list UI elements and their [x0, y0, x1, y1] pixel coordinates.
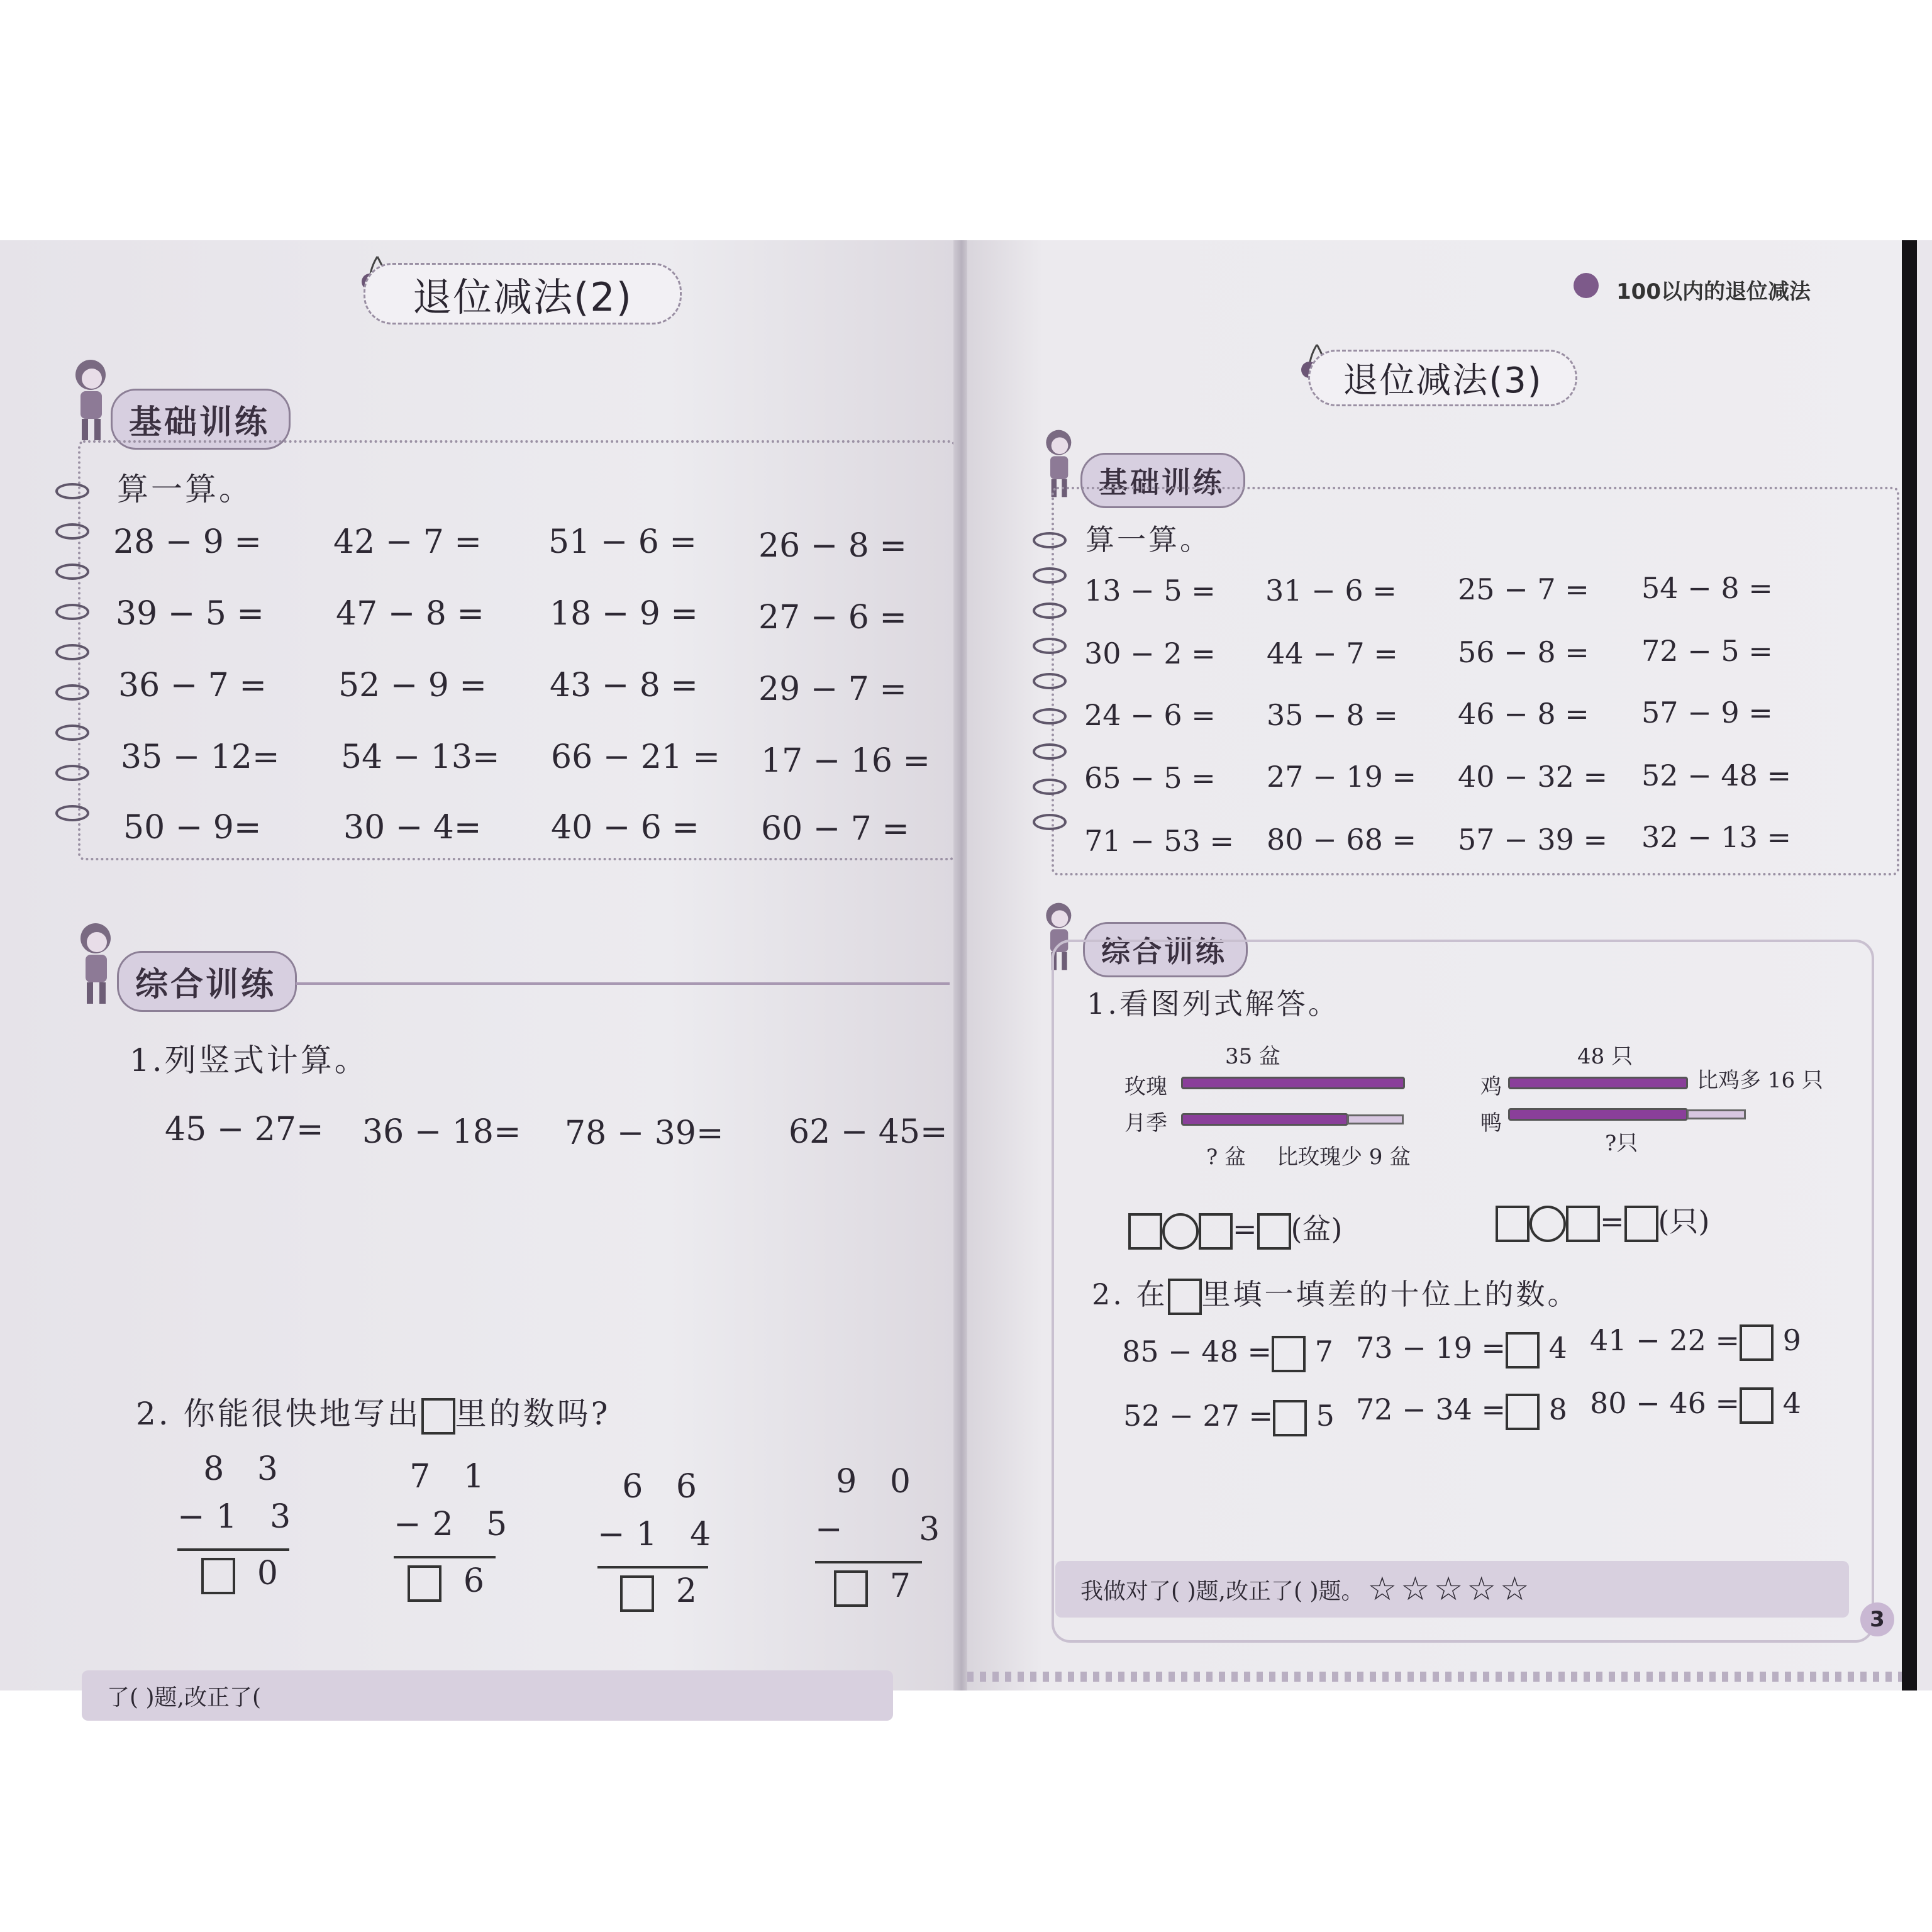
equation: 36 − 7 = — [118, 667, 267, 704]
equation: 30 − 4= — [343, 809, 482, 847]
vertical-subtraction — [815, 1463, 952, 1615]
difference-bar — [1347, 1114, 1404, 1124]
subtrahend: −1 4 — [597, 1516, 723, 1553]
page-edge — [1902, 240, 1917, 1690]
equation: 32 − 13 = — [1641, 820, 1792, 854]
page-title-text: 退位减法(2) — [413, 274, 633, 320]
difference — [815, 1567, 922, 1615]
rating-stars-icon[interactable]: ☆☆☆☆☆ — [1367, 1570, 1533, 1608]
question-2-text: 2. 你能很快地写出 — [136, 1396, 421, 1432]
extra-bar — [1687, 1109, 1746, 1119]
diagram-total-label: 35 盆 — [1225, 1044, 1281, 1069]
answer-box[interactable] — [1257, 1213, 1291, 1250]
answer-box[interactable] — [1496, 1206, 1530, 1242]
answer-box[interactable] — [1168, 1279, 1202, 1315]
fill-equation — [1356, 1331, 1567, 1368]
equation: 56 − 8 = — [1458, 635, 1589, 669]
equation: 42 − 7 = — [333, 523, 482, 561]
equation: 18 − 9 = — [550, 595, 698, 633]
chinese-rose-bar — [1181, 1113, 1348, 1126]
answer-box[interactable] — [1566, 1206, 1600, 1242]
difference — [597, 1572, 708, 1620]
equation: 28 − 9 = — [113, 523, 262, 561]
basic-training-heading: 基础训练 — [111, 389, 291, 450]
subtrahend: − 3 — [815, 1511, 952, 1548]
difference-digit: 6 — [463, 1562, 496, 1600]
equation: 60 − 7 = — [761, 810, 909, 848]
ones-digit: 7 — [1314, 1335, 1333, 1368]
page-title-text: 退位减法(3) — [1343, 360, 1543, 401]
ones-digit: 5 — [1316, 1399, 1335, 1433]
vertical-subtraction — [177, 1450, 303, 1602]
equation: 29 − 7 = — [758, 670, 907, 708]
unit-header: 100以内的退位减法 — [1616, 279, 1811, 304]
equation-template: = (只) — [1496, 1199, 1709, 1242]
answer-box[interactable] — [1128, 1213, 1162, 1250]
equation: 62 − 45= — [789, 1113, 948, 1151]
answer-box[interactable] — [1740, 1324, 1774, 1361]
expression: 52 − 27 = — [1123, 1399, 1274, 1433]
instruction-text: 算一算。 — [117, 471, 253, 508]
answer-box[interactable] — [408, 1565, 441, 1602]
minuend: 9 0 — [836, 1463, 922, 1501]
equation: 35 − 12= — [121, 738, 280, 776]
section-divider — [296, 982, 950, 985]
equation: 50 − 9= — [123, 809, 262, 847]
answer-box[interactable] — [834, 1570, 868, 1607]
answer-box[interactable] — [421, 1398, 455, 1435]
answer-box[interactable] — [1624, 1206, 1658, 1242]
instruction-text: 算一算。 — [1085, 523, 1211, 557]
score-footer — [1055, 1561, 1849, 1618]
question-2-text-end: 里填一填差的十位上的数。 — [1201, 1277, 1579, 1311]
equation: 51 − 6 = — [548, 523, 697, 561]
fill-equation — [1122, 1335, 1333, 1372]
answer-box[interactable] — [620, 1575, 654, 1612]
left-page — [0, 240, 956, 1711]
equation: 13 − 5 = — [1084, 574, 1216, 608]
equation: 47 − 8 = — [336, 595, 484, 633]
equation: 35 − 8 = — [1267, 698, 1398, 732]
minuend: 6 6 — [622, 1468, 708, 1506]
difference-digit: 0 — [257, 1555, 289, 1592]
question-1: 1.列竖式计算。 — [130, 1042, 369, 1079]
diagram-note: 比玫瑰少 9 盆 — [1277, 1145, 1411, 1170]
child-mascot-icon — [65, 356, 118, 444]
equation: 24 − 6 = — [1084, 698, 1216, 732]
ones-digit: 4 — [1548, 1331, 1567, 1365]
child-mascot-icon — [70, 919, 123, 1008]
equation: 57 − 9 = — [1641, 696, 1773, 730]
question-1: 1.看图列式解答。 — [1087, 987, 1340, 1021]
question-2-text: 2. 在 — [1092, 1277, 1168, 1311]
difference-digit: 2 — [675, 1572, 708, 1610]
score-footer-text: 了( )题,改正了( — [107, 1684, 262, 1711]
score-footer-text: 我做对了( )题,改正了( )题。 — [1080, 1578, 1364, 1604]
answer-box[interactable] — [201, 1558, 235, 1594]
vertical-subtraction — [597, 1468, 723, 1620]
open-workbook — [0, 240, 1932, 1711]
equation: 25 − 7 = — [1458, 572, 1589, 606]
diagram-row-label: 玫瑰 — [1124, 1074, 1167, 1099]
answer-box[interactable] — [1273, 1400, 1307, 1436]
combined-training-heading: 综合训练 — [1083, 922, 1248, 977]
equation-template: = (盆) — [1128, 1206, 1342, 1250]
vertical-subtraction — [394, 1458, 519, 1610]
difference — [394, 1562, 496, 1610]
fill-equation — [1356, 1392, 1567, 1430]
equation: 57 − 39 = — [1458, 823, 1608, 857]
expression: 73 − 19 = — [1356, 1331, 1506, 1365]
question-2 — [136, 1389, 610, 1435]
difference — [177, 1555, 289, 1602]
diagram-total-label: 48 只 — [1577, 1044, 1633, 1069]
equation: 46 − 8 = — [1458, 697, 1589, 731]
equation: 40 − 6 = — [551, 809, 699, 847]
page-title — [1308, 350, 1577, 406]
chicken-bar — [1508, 1077, 1688, 1089]
equation: 39 − 5 = — [116, 595, 264, 633]
answer-box[interactable] — [1272, 1336, 1306, 1372]
page-title — [364, 263, 682, 325]
score-footer — [82, 1670, 893, 1721]
answer-box[interactable] — [1740, 1387, 1774, 1424]
equation: 54 − 13= — [341, 738, 500, 776]
duck-bar — [1508, 1108, 1688, 1121]
rose-bar — [1181, 1077, 1405, 1089]
ones-digit: 4 — [1782, 1386, 1801, 1420]
minuend: 7 1 — [409, 1458, 496, 1496]
equation: 54 − 8 = — [1641, 571, 1773, 605]
operator-circle[interactable] — [1530, 1206, 1566, 1242]
subtrahend: −2 5 — [394, 1506, 519, 1543]
unit-badge-icon — [1574, 273, 1599, 298]
diagram-row-label: 鸡 — [1480, 1074, 1502, 1099]
equation: 31 − 6 = — [1265, 574, 1397, 608]
expression: 41 − 22 = — [1590, 1323, 1740, 1357]
equation: 43 − 8 = — [550, 667, 698, 704]
equation: 52 − 9 = — [338, 667, 487, 704]
spiral-binding-icon — [1033, 532, 1070, 849]
equation: 45 − 27= — [165, 1111, 324, 1148]
diagram-question-label: ? 盆 — [1206, 1145, 1246, 1170]
equation: 30 − 2 = — [1084, 636, 1216, 670]
equation: 71 − 53 = — [1084, 824, 1235, 858]
equation: 44 − 7 = — [1267, 636, 1398, 670]
answer-box[interactable] — [1199, 1213, 1233, 1250]
equation: 27 − 19 = — [1267, 760, 1417, 794]
expression: 72 − 34 = — [1356, 1392, 1506, 1426]
expression: 80 − 46 = — [1590, 1386, 1740, 1420]
question-2 — [1092, 1272, 1579, 1315]
equation: 26 − 8 = — [758, 527, 907, 565]
diagram-row-label: 鸭 — [1480, 1111, 1502, 1136]
unit-label: (盆) — [1291, 1212, 1343, 1246]
diagram-row-label: 月季 — [1124, 1111, 1167, 1136]
spiral-binding-icon — [55, 483, 93, 845]
expression: 85 − 48 = — [1122, 1335, 1272, 1368]
ones-digit: 8 — [1548, 1392, 1567, 1426]
equation: 52 − 48 = — [1641, 758, 1792, 792]
right-page — [967, 240, 1917, 1690]
answer-box[interactable] — [1506, 1394, 1540, 1430]
fill-equation — [1590, 1323, 1801, 1361]
page-number: 3 — [1860, 1602, 1894, 1636]
equation: 72 − 5 = — [1641, 634, 1773, 668]
diagram-note: 比鸡多 16 只 — [1697, 1068, 1823, 1093]
answer-box[interactable] — [1506, 1332, 1540, 1368]
difference-digit: 7 — [889, 1567, 922, 1605]
operator-circle[interactable] — [1162, 1213, 1199, 1250]
equation: 27 − 6 = — [758, 599, 907, 636]
basic-training-heading: 基础训练 — [1080, 453, 1245, 508]
equation: 40 − 32 = — [1458, 760, 1608, 794]
equation: 36 − 18= — [362, 1113, 521, 1151]
diagram-question-label: ?只 — [1605, 1131, 1638, 1156]
page-bottom-border — [967, 1672, 1917, 1682]
unit-label: (只) — [1658, 1204, 1710, 1238]
equation: 78 − 39= — [565, 1114, 724, 1152]
question-2-text-end: 里的数吗? — [455, 1396, 611, 1432]
equation: 17 − 16 = — [761, 742, 931, 780]
ones-digit: 9 — [1782, 1323, 1801, 1357]
fill-equation — [1123, 1399, 1335, 1436]
subtrahend: −1 3 — [177, 1498, 303, 1536]
fill-equation — [1590, 1386, 1801, 1424]
minuend: 8 3 — [203, 1450, 289, 1488]
equation: 65 − 5 = — [1084, 761, 1216, 795]
equation: 80 − 68 = — [1267, 823, 1417, 857]
combined-training-heading: 综合训练 — [117, 951, 297, 1012]
equation: 66 − 21 = — [551, 738, 721, 776]
